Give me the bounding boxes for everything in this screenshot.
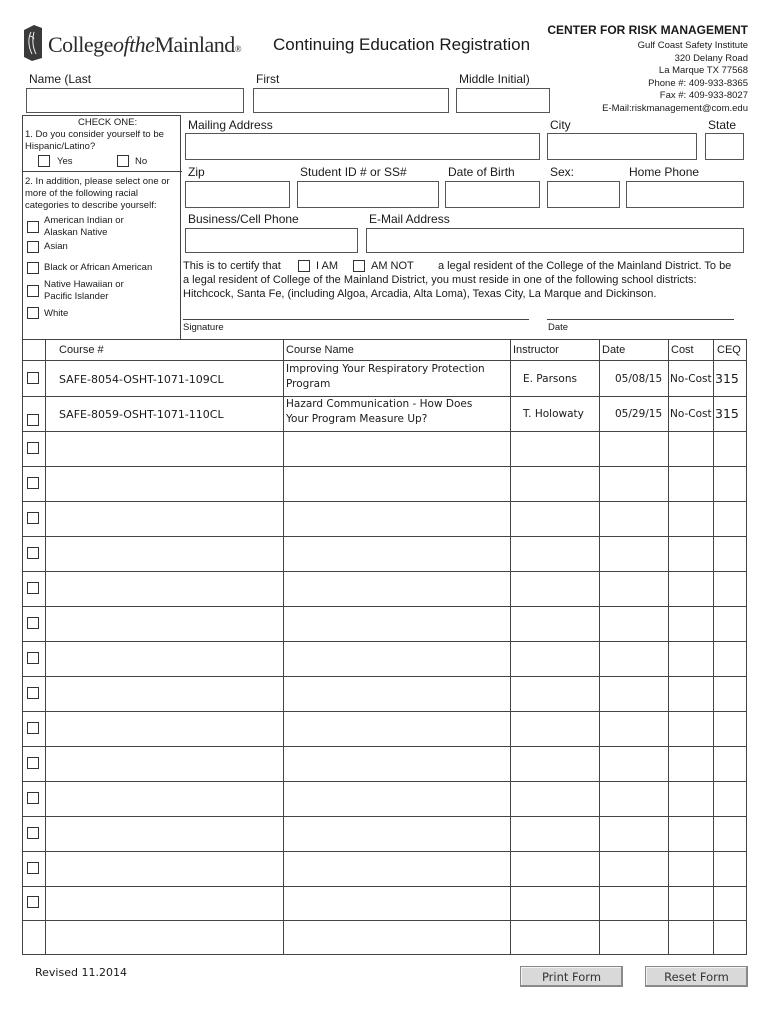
contact-line-city: La Marque TX 77568 (658, 65, 748, 76)
course-row-5-checkbox[interactable] (27, 512, 39, 524)
student-id-input[interactable] (297, 181, 439, 208)
course-row-1-name-line1: Improving Your Respiratory Protection (286, 363, 485, 375)
contact-line-email: E-Mail:riskmanagement@com.edu (602, 102, 748, 114)
dob-input[interactable] (445, 181, 540, 208)
table-row (23, 676, 746, 677)
mailing-address-label: Mailing Address (188, 118, 273, 132)
race-american-indian-label-2: Alaskan Native (44, 227, 108, 238)
contact-block (602, 40, 748, 115)
signature-line[interactable] (183, 319, 529, 320)
hispanic-no-checkbox[interactable] (117, 155, 129, 167)
mailing-address-input[interactable] (185, 133, 540, 160)
table-row (23, 466, 746, 467)
home-phone-label: Home Phone (629, 165, 700, 179)
zip-label: Zip (188, 165, 205, 179)
table-row (23, 641, 746, 642)
signature-date-label: Date (548, 322, 569, 333)
date-line[interactable] (547, 319, 734, 320)
course-row-9-checkbox[interactable] (27, 652, 39, 664)
business-phone-input[interactable] (185, 228, 358, 253)
middle-initial-label: Middle Initial) (459, 72, 530, 86)
table-row (23, 886, 746, 887)
course-row-14-checkbox[interactable] (27, 827, 39, 839)
course-row-1-checkbox[interactable] (27, 372, 39, 384)
race-asian-checkbox[interactable] (27, 241, 39, 253)
center-title: CENTER FOR RISK MANAGEMENT (547, 23, 748, 37)
header-date: Date (602, 344, 626, 356)
am-not-checkbox[interactable] (353, 260, 365, 272)
i-am-label: I AM (316, 260, 339, 272)
race-black-checkbox[interactable] (27, 262, 39, 274)
last-name-label: Name (Last (29, 72, 92, 86)
contact-line-street: 320 Delany Road (674, 52, 748, 64)
table-row (23, 711, 746, 712)
course-row-2-date: 05/29/15 (615, 408, 663, 420)
reset-form-button[interactable]: Reset Form (645, 966, 748, 987)
course-row-10-checkbox[interactable] (27, 687, 39, 699)
table-row (23, 501, 746, 502)
logo-the-text: the (129, 32, 155, 57)
table-row (23, 431, 746, 432)
revised-date: Revised 11.2014 (35, 966, 127, 979)
course-row-2-instructor: T. Holowaty (523, 408, 584, 420)
signature-label: Signature (183, 322, 224, 333)
state-label: State (708, 118, 737, 132)
course-row-13-checkbox[interactable] (27, 792, 39, 804)
certification-block (182, 258, 748, 340)
logo-college-text: College (48, 32, 113, 57)
first-name-input[interactable] (253, 88, 449, 113)
race-white-label: White (44, 308, 69, 319)
q2-text-line1: 2. In addition, please select one or (25, 176, 170, 187)
race-american-indian-checkbox[interactable] (27, 221, 39, 233)
student-id-label: Student ID # or SS# (300, 165, 407, 179)
check-one-label: CHECK ONE: (78, 117, 138, 128)
course-row-15-checkbox[interactable] (27, 862, 39, 874)
contact-line-phone: Phone #: 409-933-8365 (648, 77, 748, 89)
table-row (23, 536, 746, 537)
q2-text-line2: more of the following racial (25, 188, 138, 199)
course-row-8-checkbox[interactable] (27, 617, 39, 629)
registered-mark: ® (234, 44, 242, 54)
table-row (23, 851, 746, 852)
last-name-input[interactable] (26, 88, 244, 113)
table-row (23, 816, 746, 817)
city-input[interactable] (547, 133, 697, 160)
course-row-16-checkbox[interactable] (27, 896, 39, 908)
contact-line-fax: Fax #: 409-933-8027 (659, 90, 748, 101)
course-row-1-name-line2: Program (286, 378, 331, 390)
q1-text-line1: 1. Do you consider yourself to be (25, 129, 164, 140)
race-pacific-islander-label-2: Pacific Islander (44, 291, 109, 302)
header-ceq: CEQ (717, 344, 741, 356)
race-pacific-islander-label: Native Hawaiian or (44, 279, 124, 290)
course-table (22, 339, 747, 955)
am-not-label: AM NOT (371, 260, 414, 272)
course-row-2-number: SAFE-8059-OSHT-1071-110CL (59, 408, 224, 421)
demographics-panel (22, 115, 181, 340)
race-black-label: Black or African American (44, 262, 153, 273)
email-input[interactable] (366, 228, 744, 253)
course-row-1-ceq: 315 (715, 371, 739, 386)
header-instructor: Instructor (513, 344, 559, 356)
q2-text-line3: categories to describe yourself: (25, 200, 157, 211)
first-name-label: First (256, 72, 280, 86)
course-row-4-checkbox[interactable] (27, 477, 39, 489)
course-row-1-date: 05/08/15 (615, 373, 663, 385)
race-pacific-islander-checkbox[interactable] (27, 285, 39, 297)
course-row-1-instructor: E. Parsons (523, 373, 577, 385)
college-logo (22, 24, 272, 64)
certify-line2: a legal resident of College of the Mainland District, you must reside in one of the following school districts: (183, 274, 697, 286)
dob-label: Date of Birth (448, 165, 515, 179)
hispanic-yes-label: Yes (57, 156, 73, 167)
logo-of-text: of (112, 32, 130, 57)
course-row-1-cost: No-Cost (670, 373, 712, 385)
middle-initial-input[interactable] (456, 88, 550, 113)
course-row-2-ceq: 315 (715, 406, 739, 421)
home-phone-input[interactable] (626, 181, 744, 208)
course-row-2-cost: No-Cost (670, 408, 712, 420)
hispanic-yes-checkbox[interactable] (38, 155, 50, 167)
city-label: City (550, 118, 571, 132)
course-row-2-name-line2: Your Program Measure Up? (286, 413, 428, 425)
i-am-checkbox[interactable] (298, 260, 310, 272)
certify-line1: a legal resident of the College of the Mainland District. To be (438, 260, 732, 272)
race-american-indian-label: American Indian or (44, 215, 124, 226)
course-row-12-checkbox[interactable] (27, 757, 39, 769)
certify-prefix: This is to certify that (183, 260, 281, 272)
state-input[interactable] (705, 133, 744, 160)
course-row-11-checkbox[interactable] (27, 722, 39, 734)
print-form-button[interactable]: Print Form (520, 966, 623, 987)
race-white-checkbox[interactable] (27, 307, 39, 319)
form-title: Continuing Education Registration (273, 35, 531, 54)
sex-input[interactable] (547, 181, 620, 208)
table-row (23, 781, 746, 782)
contact-line-institute: Gulf Coast Safety Institute (637, 40, 748, 51)
zip-input[interactable] (185, 181, 290, 208)
table-row (23, 746, 746, 747)
header-course-name: Course Name (286, 344, 354, 356)
hispanic-no-label: No (135, 156, 148, 167)
course-row-6-checkbox[interactable] (27, 547, 39, 559)
sex-label: Sex: (550, 165, 575, 179)
header-course-num: Course # (59, 344, 104, 356)
q1-text-line2: Hispanic/Latino? (25, 141, 96, 152)
logo-mainland-text: Mainland (154, 32, 235, 57)
certify-line3: Hitchcock, Santa Fe, (including Algoa, Arcadia, Alta Loma), Texas City, La Marque and Dickinson. (183, 288, 657, 300)
table-row (23, 571, 746, 572)
business-phone-label: Business/Cell Phone (188, 212, 299, 226)
course-row-2-name-line1: Hazard Communication - How Does (286, 398, 473, 410)
race-asian-label: Asian (44, 241, 68, 252)
course-row-7-checkbox[interactable] (27, 582, 39, 594)
course-row-1-number: SAFE-8054-OSHT-1071-109CL (59, 373, 224, 386)
course-row-3-checkbox[interactable] (27, 442, 39, 454)
table-row (23, 606, 746, 607)
email-label: E-Mail Address (369, 212, 450, 226)
course-row-2-checkbox[interactable] (27, 414, 39, 426)
header-cost: Cost (671, 344, 694, 356)
logo-emblem-icon (22, 24, 44, 62)
table-row (23, 920, 746, 921)
